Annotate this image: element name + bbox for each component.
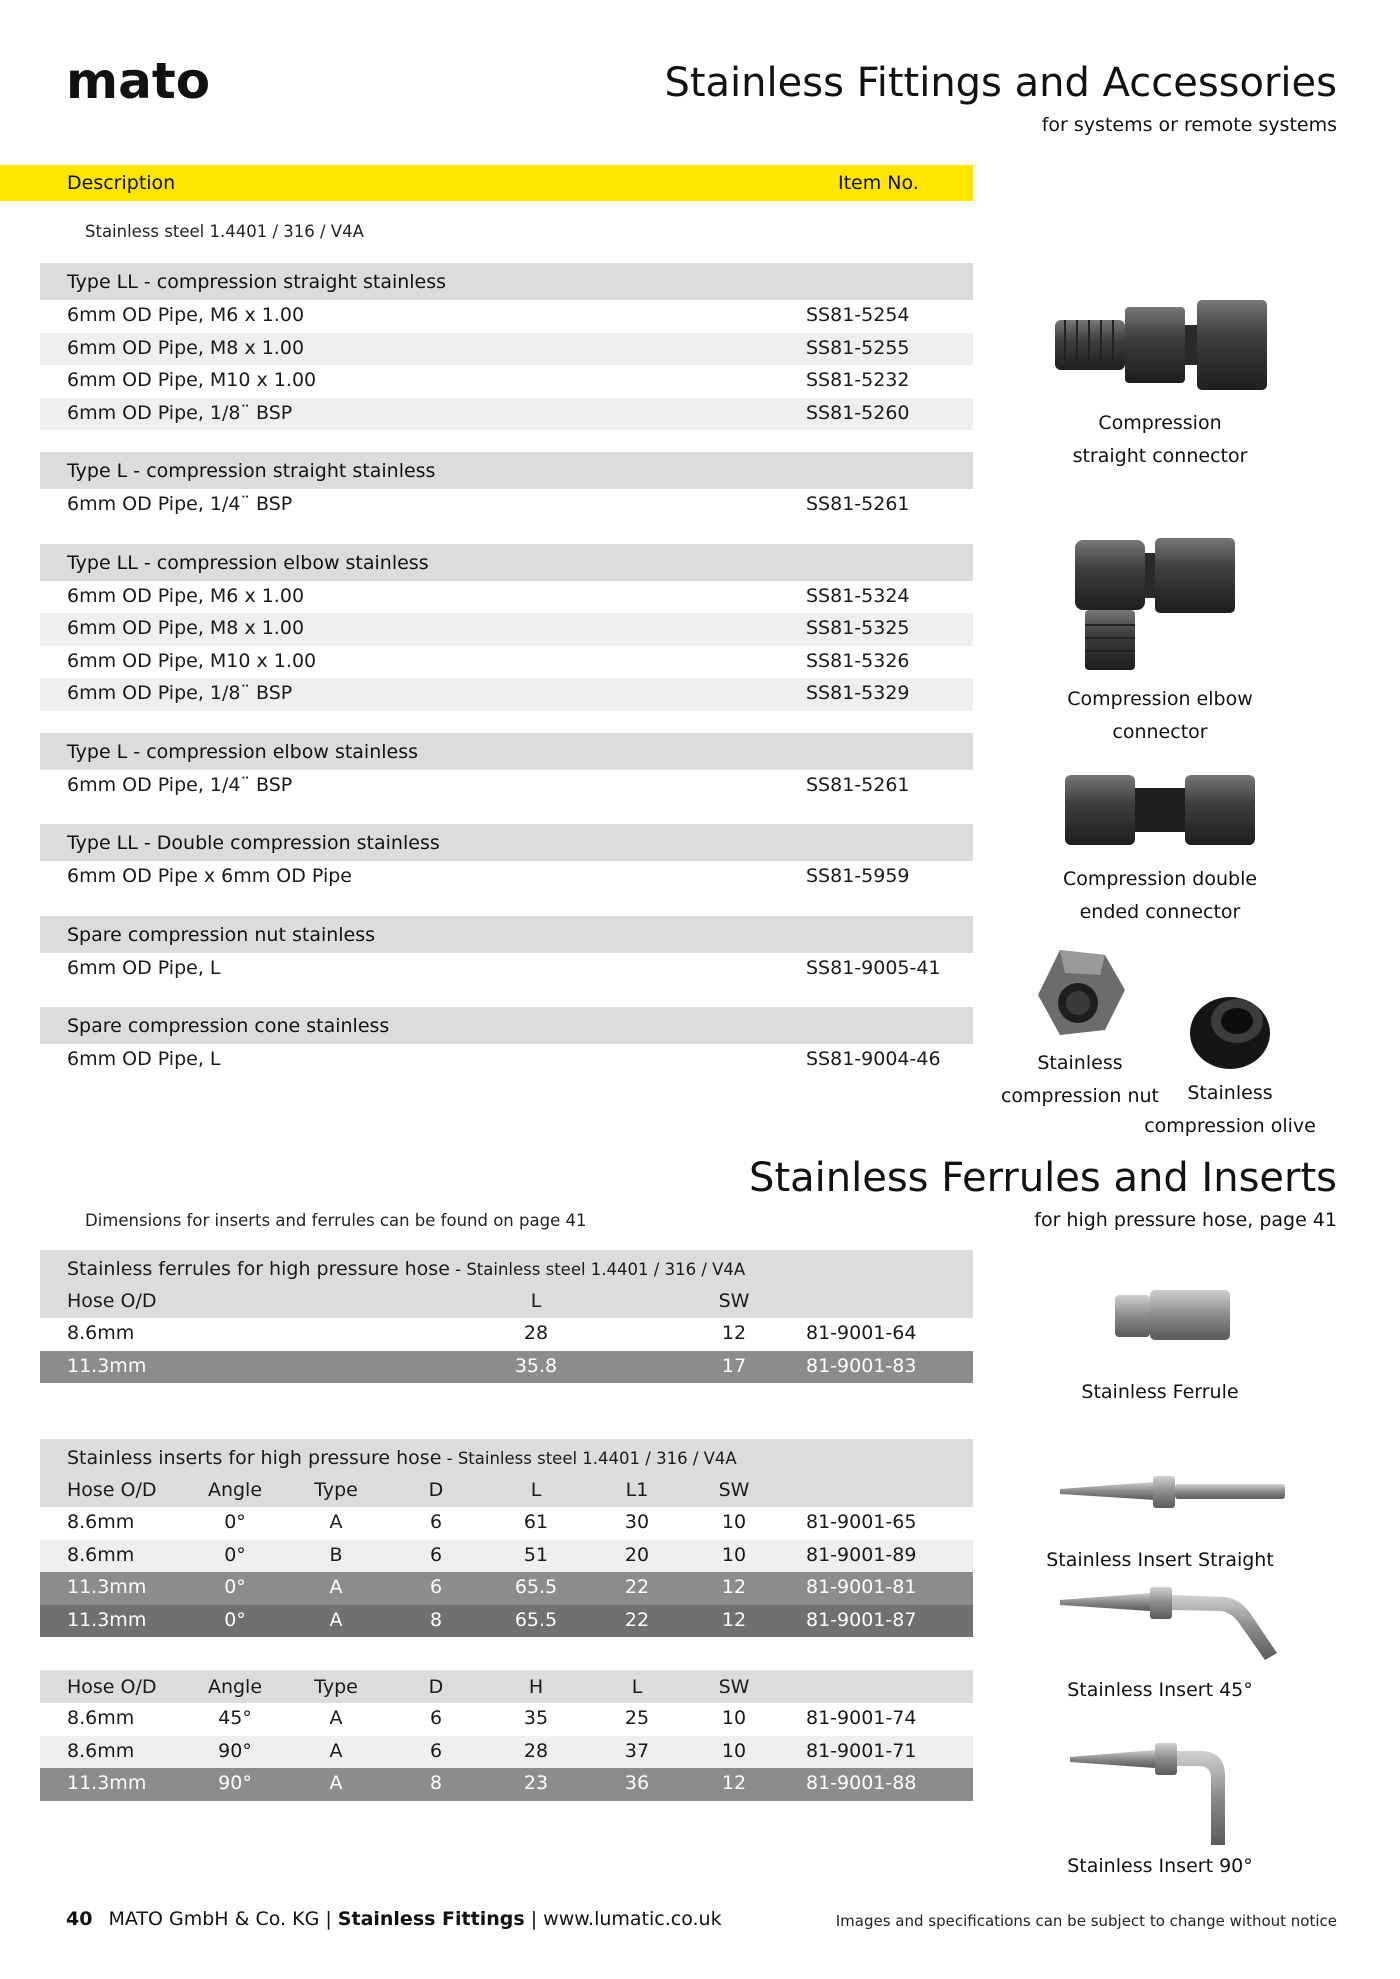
footer-disclaimer: Images and specifications can be subject to change without notice — [835, 1912, 1337, 1930]
footer-website-link[interactable]: | www.lumatic.co.uk — [524, 1908, 722, 1930]
cell: 36 — [624, 1772, 650, 1794]
row-item-no: SS81-5261 — [806, 493, 910, 515]
inserts-table — [40, 1439, 973, 1637]
caption-line: straight connector — [1072, 445, 1248, 467]
cell: 22 — [624, 1608, 650, 1631]
description-header: Description — [67, 172, 176, 194]
caption-straight — [1050, 407, 1270, 473]
caption-line: Compression double — [1062, 868, 1258, 890]
cell: 0° — [224, 1608, 246, 1631]
caption-line: compression nut — [1000, 1085, 1160, 1107]
cell: 6 — [429, 1543, 443, 1566]
row-description: 6mm OD Pipe, L — [67, 956, 221, 979]
column-header: Angle — [207, 1676, 263, 1698]
table-row — [40, 1605, 973, 1638]
caption-elbow — [1040, 683, 1280, 749]
table-header-bar — [0, 165, 973, 201]
elbow-connector-image — [1065, 535, 1245, 675]
cell: 12 — [721, 1772, 747, 1794]
cell: 8.6mm — [67, 1707, 135, 1729]
column-header: Hose O/D — [67, 1290, 157, 1312]
column-header-row — [40, 1670, 973, 1703]
row-item-no: SS81-5325 — [806, 617, 910, 639]
cell: A — [329, 1608, 343, 1631]
cell: A — [329, 1576, 343, 1598]
cell: 65.5 — [514, 1576, 558, 1598]
cell: 28 — [523, 1739, 549, 1762]
table-row — [40, 1351, 973, 1384]
caption-ferrule: Stainless Ferrule — [1081, 1381, 1239, 1403]
section-header — [40, 544, 973, 581]
cell-item-no: 81-9001-81 — [806, 1576, 917, 1598]
column-header: L — [530, 1290, 542, 1312]
cell: 10 — [721, 1511, 747, 1533]
section-subtitle-ferrules: for high pressure hose, page 41 — [1034, 1209, 1337, 1231]
column-header: H — [528, 1676, 544, 1698]
table-row — [40, 646, 973, 679]
section-header — [40, 452, 973, 489]
table-title-row — [40, 1439, 973, 1473]
cell: 20 — [624, 1543, 650, 1566]
table-row — [40, 1703, 973, 1736]
cell: 12 — [721, 1608, 747, 1631]
cell: 45° — [218, 1707, 252, 1729]
row-description: 6mm OD Pipe, 1/8¨ BSP — [67, 401, 293, 424]
cell: 12 — [721, 1576, 747, 1598]
cell: 22 — [624, 1576, 650, 1598]
page-subtitle: for systems or remote systems — [1041, 114, 1337, 136]
row-description: 6mm OD Pipe, M6 x 1.00 — [67, 584, 305, 607]
cell: 8 — [429, 1608, 443, 1631]
table-row — [40, 1540, 973, 1573]
table-row — [40, 1572, 973, 1605]
cell: 8.6mm — [67, 1739, 135, 1762]
row-item-no: SS81-9004-46 — [806, 1048, 941, 1070]
table-row — [40, 1768, 973, 1801]
row-description: 6mm OD Pipe, M6 x 1.00 — [67, 304, 305, 326]
table-title-row — [40, 1250, 973, 1284]
column-header: SW — [718, 1290, 750, 1312]
caption-insert-straight: Stainless Insert Straight — [1046, 1549, 1274, 1571]
cell: 6 — [429, 1707, 443, 1729]
cell: 6 — [429, 1511, 443, 1533]
column-header: Hose O/D — [67, 1676, 157, 1698]
cell: A — [329, 1511, 343, 1533]
cell-item-no: 81-9001-71 — [806, 1739, 917, 1762]
row-item-no: SS81-5329 — [806, 682, 910, 704]
table-row — [40, 333, 973, 366]
row-item-no: SS81-5324 — [806, 584, 910, 607]
cell: 35.8 — [514, 1354, 558, 1377]
cell: 37 — [624, 1739, 650, 1762]
row-item-no: SS81-5260 — [806, 401, 910, 424]
table-row — [40, 770, 973, 803]
table-row — [40, 1507, 973, 1540]
compression-olive-image — [1185, 985, 1280, 1075]
inserts-table-header — [40, 1439, 973, 1507]
cell: 10 — [721, 1739, 747, 1762]
section-header — [40, 916, 973, 953]
column-header: L1 — [625, 1479, 649, 1501]
section-title: Type LL - compression elbow stainless — [67, 551, 429, 574]
ferrules-table-header — [40, 1250, 973, 1318]
item-no-header: Item No. — [838, 172, 919, 194]
cell: B — [329, 1543, 343, 1566]
caption-insert-90: Stainless Insert 90° — [1067, 1855, 1253, 1877]
cell: 61 — [523, 1511, 549, 1533]
insert-straight-image — [1055, 1472, 1290, 1512]
cell: A — [329, 1772, 343, 1794]
cell: 11.3mm — [67, 1354, 147, 1377]
column-header: Type — [314, 1479, 358, 1501]
cell-item-no: 81-9001-88 — [806, 1772, 917, 1794]
footer-company: MATO GmbH & Co. KG | — [108, 1908, 338, 1930]
row-item-no: SS81-9005-41 — [806, 956, 941, 979]
cell: 35 — [523, 1707, 549, 1729]
cell: 6 — [429, 1576, 443, 1598]
cell: 28 — [523, 1322, 549, 1344]
cell: 8.6mm — [67, 1543, 135, 1566]
table-row — [40, 953, 973, 986]
page-title: Stainless Fittings and Accessories — [664, 60, 1337, 106]
cell: 51 — [523, 1543, 549, 1566]
row-item-no: SS81-5232 — [806, 369, 910, 391]
row-item-no: SS81-5959 — [806, 865, 910, 887]
straight-connector-image — [1050, 295, 1270, 395]
table-row — [40, 1736, 973, 1769]
row-description: 6mm OD Pipe, M10 x 1.00 — [67, 369, 317, 391]
cell: 25 — [624, 1707, 650, 1729]
compression-nut-image — [1030, 945, 1130, 1045]
row-description: 6mm OD Pipe, M8 x 1.00 — [67, 336, 305, 359]
cell: 10 — [721, 1707, 747, 1729]
ferrule-image — [1110, 1285, 1235, 1345]
row-description: 6mm OD Pipe, M10 x 1.00 — [67, 649, 317, 672]
cell: 90° — [218, 1739, 252, 1762]
table-title: Stainless inserts for high pressure hose — [67, 1447, 442, 1469]
section-title: Type L - compression elbow stainless — [67, 740, 419, 763]
row-description: 6mm OD Pipe, 1/4¨ BSP — [67, 773, 293, 796]
column-header: D — [428, 1479, 444, 1501]
cell: 12 — [721, 1322, 747, 1344]
cell: A — [329, 1707, 343, 1729]
section-title: Type LL - compression straight stainless — [67, 271, 447, 293]
cell: 65.5 — [514, 1608, 558, 1631]
section-title: Spare compression nut stainless — [67, 923, 376, 946]
cell: 0° — [224, 1511, 246, 1533]
row-item-no: SS81-5326 — [806, 649, 910, 672]
cell: 10 — [721, 1543, 747, 1566]
double-connector-image — [1060, 770, 1260, 850]
cell: 23 — [523, 1772, 549, 1794]
section-title: Type L - compression straight stainless — [67, 460, 436, 482]
table-row — [40, 398, 973, 431]
footer-section: Stainless Fittings — [337, 1908, 525, 1930]
cell: 8.6mm — [67, 1322, 135, 1344]
column-header-row — [40, 1284, 973, 1318]
table-row — [40, 581, 973, 614]
insert-45-image — [1055, 1585, 1285, 1665]
row-description: 6mm OD Pipe x 6mm OD Pipe — [67, 865, 352, 887]
caption-line: Compression — [1098, 412, 1222, 434]
material-note: Stainless steel 1.4401 / 316 / V4A — [85, 222, 364, 241]
row-item-no: SS81-5254 — [806, 304, 910, 326]
cell: 6 — [429, 1739, 443, 1762]
cell-item-no: 81-9001-89 — [806, 1543, 917, 1566]
table-row — [40, 1044, 973, 1077]
column-header: Hose O/D — [67, 1479, 157, 1501]
cell: 90° — [218, 1772, 252, 1794]
table-row — [40, 678, 973, 711]
cell-item-no: 81-9001-87 — [806, 1608, 917, 1631]
caption-olive — [1130, 1077, 1330, 1143]
section-header — [40, 824, 973, 861]
cell: 8.6mm — [67, 1511, 135, 1533]
table-material: - Stainless steel 1.4401 / 316 / V4A — [449, 1260, 746, 1279]
section-title: Spare compression cone stainless — [67, 1015, 390, 1037]
logo: mato — [66, 52, 211, 110]
column-header: SW — [718, 1676, 750, 1698]
insert-90-image — [1065, 1740, 1245, 1850]
section-title: Type LL - Double compression stainless — [67, 832, 440, 854]
table-material: - Stainless steel 1.4401 / 316 / V4A — [441, 1449, 737, 1468]
cell-item-no: 81-9001-74 — [806, 1707, 917, 1729]
caption-line: connector — [1112, 721, 1208, 743]
row-description: 6mm OD Pipe, M8 x 1.00 — [67, 617, 305, 639]
caption-line: Stainless — [1187, 1082, 1273, 1104]
section-header — [40, 733, 973, 770]
column-header: L — [631, 1676, 643, 1698]
caption-line: compression olive — [1144, 1115, 1316, 1137]
row-item-no: SS81-5261 — [806, 773, 910, 796]
table-row — [40, 489, 973, 522]
angled-inserts-header — [40, 1670, 973, 1703]
cell: 17 — [721, 1354, 747, 1377]
caption-insert-45: Stainless Insert 45° — [1067, 1679, 1253, 1701]
fittings-table — [40, 263, 973, 1077]
table-row — [40, 365, 973, 398]
row-description: 6mm OD Pipe, L — [67, 1048, 221, 1070]
column-header: L — [530, 1479, 542, 1501]
caption-line: Compression elbow — [1067, 688, 1253, 710]
ferrules-table — [40, 1250, 973, 1383]
table-title: Stainless ferrules for high pressure hose — [67, 1258, 450, 1280]
table-row — [40, 861, 973, 894]
angled-inserts-table — [40, 1670, 973, 1801]
caption-double — [1040, 863, 1280, 929]
table-row — [40, 1318, 973, 1351]
page-number: 40 — [66, 1908, 93, 1930]
cell-item-no: 81-9001-83 — [806, 1354, 917, 1377]
table-row — [40, 300, 973, 333]
row-item-no: SS81-5255 — [806, 336, 910, 359]
section-header — [40, 263, 973, 300]
dimensions-note: Dimensions for inserts and ferrules can be found on page 41 — [85, 1211, 587, 1230]
cell: 11.3mm — [67, 1772, 147, 1794]
caption-line: Stainless — [1037, 1052, 1123, 1074]
section-title-ferrules: Stainless Ferrules and Inserts — [749, 1155, 1337, 1201]
column-header: SW — [718, 1479, 750, 1501]
row-description: 6mm OD Pipe, 1/4¨ BSP — [67, 493, 293, 515]
column-header: Type — [314, 1676, 358, 1698]
cell: 8 — [429, 1772, 443, 1794]
column-header-row — [40, 1473, 973, 1507]
cell: A — [329, 1739, 343, 1762]
cell-item-no: 81-9001-65 — [806, 1511, 917, 1533]
footer-left — [66, 1908, 722, 1930]
section-header — [40, 1007, 973, 1044]
cell-item-no: 81-9001-64 — [806, 1322, 917, 1344]
caption-line: ended connector — [1079, 901, 1241, 923]
cell: 11.3mm — [67, 1608, 147, 1631]
column-header: Angle — [207, 1479, 263, 1501]
cell: 11.3mm — [67, 1576, 147, 1598]
table-row — [40, 613, 973, 646]
cell: 0° — [224, 1576, 246, 1598]
column-header: D — [428, 1676, 444, 1698]
cell: 30 — [624, 1511, 650, 1533]
row-description: 6mm OD Pipe, 1/8¨ BSP — [67, 682, 293, 704]
cell: 0° — [224, 1543, 246, 1566]
